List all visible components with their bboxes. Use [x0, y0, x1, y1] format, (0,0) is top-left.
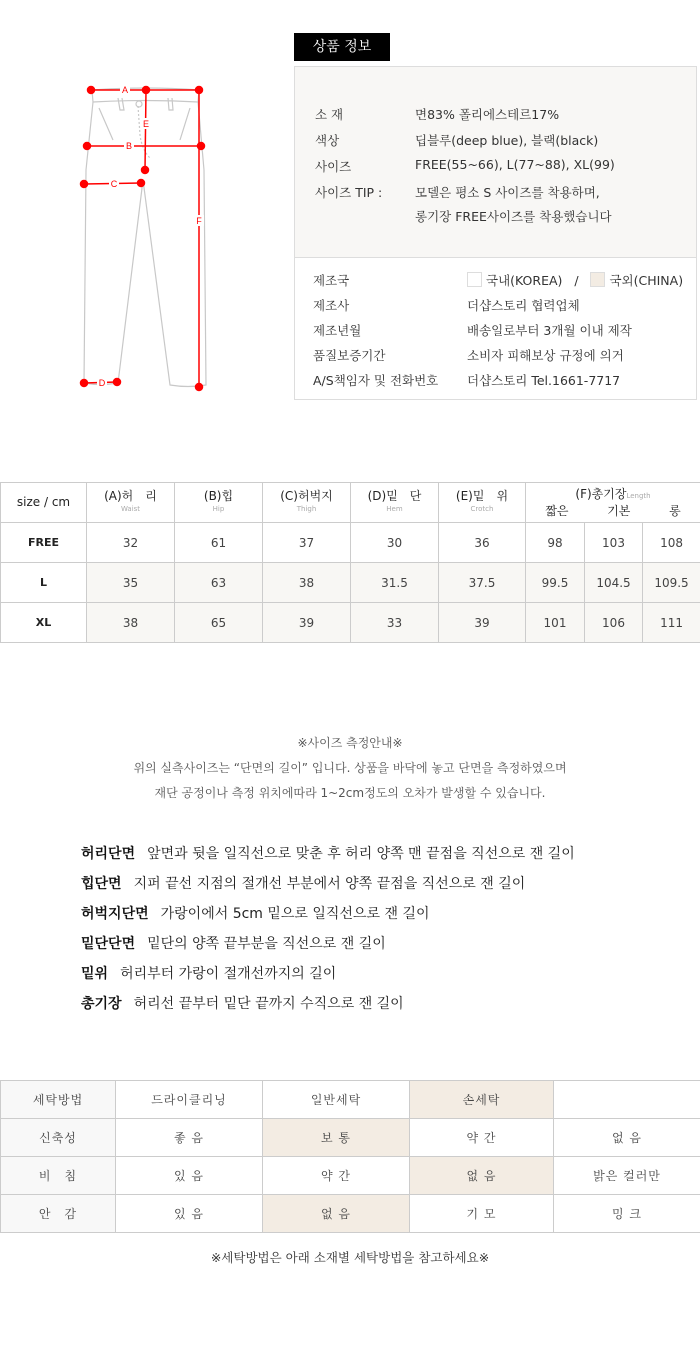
size-table-header — [1, 483, 700, 523]
meta-label: 품질보증기간 — [313, 348, 386, 363]
wash-row-label: 비 침 — [1, 1157, 116, 1195]
label-c: C — [110, 179, 118, 189]
wash-cell: 밝은 컬러만 — [554, 1157, 700, 1195]
table-row — [1, 1157, 700, 1195]
wash-cell: 약 간 — [263, 1157, 410, 1195]
guide-title: ※사이즈 측정안내※ — [297, 736, 403, 750]
meta-value: 배송일로부터 3개월 이내 제작 — [467, 323, 632, 338]
meta-label: 제조년월 — [313, 323, 362, 338]
origin-separator: / — [574, 273, 579, 288]
meta-label: 제조사 — [313, 298, 350, 313]
wash-cell: 기 모 — [410, 1195, 554, 1233]
definition-item: 허벅지단면 가랑이에서 5cm 밑으로 일직선으로 잰 길이 — [81, 906, 430, 922]
definition-item: 힙단면 지퍼 끝선 지점의 절개선 부분에서 양쪽 끝점을 직선으로 잰 길이 — [81, 876, 526, 892]
origin-label: 제조국 — [313, 273, 350, 288]
wash-cell: 보 통 — [263, 1119, 410, 1157]
washing-table — [0, 1080, 700, 1233]
size-label: FREE — [1, 523, 87, 563]
wash-cell: 없 음 — [410, 1157, 554, 1195]
guide-line-1: 위의 실측사이즈는 “단면의 길이” 입니다. 상품을 바닥에 놓고 단면을 측정하였으며 — [133, 761, 567, 775]
length-short: 짧은 — [545, 503, 569, 518]
definition-item: 총기장 허리선 끝부터 밑단 끝까지 수직으로 잰 길이 — [81, 996, 404, 1012]
wash-cell — [554, 1081, 700, 1119]
meta-label: A/S책임자 및 전화번호 — [313, 373, 439, 388]
wash-row-label: 안 감 — [1, 1195, 116, 1233]
definition-item: 밑단단면 밑단의 양쪽 끝부분을 직선으로 잰 길이 — [81, 936, 386, 952]
origin-china-label: 국외(CHINA) — [609, 273, 684, 288]
pants-measurement-diagram — [0, 0, 290, 420]
spec-label: 색상 — [315, 133, 340, 148]
wash-row-label: 신축성 — [1, 1119, 116, 1157]
wash-cell: 좋 음 — [116, 1119, 263, 1157]
table-row: L 35 63 38 31.5 37.5 99.5 104.5 109.5 — [1, 563, 700, 603]
size-label: XL — [1, 603, 87, 643]
header-thigh: (C)허벅지 Thigh — [263, 483, 351, 523]
table-row — [1, 1119, 700, 1157]
wash-cell: 드라이클리닝 — [116, 1081, 263, 1119]
wash-cell: 약 간 — [410, 1119, 554, 1157]
label-b: B — [125, 141, 133, 151]
header-crotch: (E)밑 위 Crotch — [439, 483, 526, 523]
label-d: D — [98, 378, 106, 388]
product-info-title: 상품 정보 — [294, 33, 390, 61]
table-row: FREE 32 61 37 30 36 98 103 108 — [1, 523, 700, 563]
table-row — [1, 1195, 700, 1233]
spec-label: 소 재 — [315, 107, 344, 122]
spec-label: 사이즈 TIP : — [315, 185, 383, 200]
meta-value: 더샵스토리 Tel.1661-7717 — [467, 373, 621, 388]
origin-china-checkbox[interactable] — [590, 272, 605, 287]
wash-cell: 있 음 — [116, 1195, 263, 1233]
wash-row-label: 세탁방법 — [1, 1081, 116, 1119]
washing-note: ※세탁방법은 아래 소재별 세탁방법을 참고하세요※ — [210, 1250, 490, 1265]
meta-value: 소비자 피해보상 규정에 의거 — [467, 348, 624, 363]
corner-header: size / cm — [1, 483, 87, 523]
spec-value: 모델은 평소 S 사이즈를 착용하며, — [415, 185, 600, 200]
label-f: F — [196, 216, 202, 226]
spec-value: 면83% 폴리에스테르17% — [415, 107, 560, 122]
spec-value: 딥블루(deep blue), 블랙(black) — [415, 133, 599, 148]
wash-cell: 없 음 — [554, 1119, 700, 1157]
size-table — [0, 482, 700, 643]
size-label: L — [1, 563, 87, 603]
length-long: 롱 — [669, 503, 681, 518]
header-hip: (B)힙 Hip — [175, 483, 263, 523]
table-row — [1, 1081, 700, 1119]
label-e: E — [142, 119, 150, 129]
measure-lines — [81, 87, 205, 391]
wash-cell: 있 음 — [116, 1157, 263, 1195]
spec-value: FREE(55~66), L(77~88), XL(99) — [415, 157, 615, 172]
definition-item: 밑위 허리부터 가랑이 절개선까지의 길이 — [81, 966, 337, 982]
header-length: (F)총기장Length 짧은 기본 롱 — [526, 483, 700, 523]
header-waist: (A)허 리 Waist — [87, 483, 175, 523]
meta-value: 더샵스토리 협력업체 — [467, 298, 580, 313]
guide-line-2: 재단 공정이나 측정 위치에따라 1~2cm정도의 오차가 발생할 수 있습니다. — [154, 786, 546, 800]
wash-cell: 밍 크 — [554, 1195, 700, 1233]
origin-korea-label: 국내(KOREA) — [486, 273, 563, 288]
wash-cell: 없 음 — [263, 1195, 410, 1233]
spec-value-2: 롱기장 FREE사이즈를 착용했습니다 — [415, 209, 612, 224]
table-row: XL 38 65 39 33 39 101 106 111 — [1, 603, 700, 643]
wash-cell: 손세탁 — [410, 1081, 554, 1119]
wash-cell: 일반세탁 — [263, 1081, 410, 1119]
spec-label: 사이즈 — [315, 159, 352, 174]
label-a: A — [121, 85, 129, 95]
definition-list — [81, 839, 575, 1019]
header-hem: (D)밑 단 Hem — [351, 483, 439, 523]
length-regular: 기본 — [607, 503, 631, 518]
product-info-box — [294, 66, 697, 400]
origin-korea-checkbox[interactable] — [467, 272, 482, 287]
definition-item: 허리단면 앞면과 뒷을 일직선으로 맞춘 후 허리 양쪽 맨 끝점을 직선으로 잰 길이 — [81, 846, 575, 862]
